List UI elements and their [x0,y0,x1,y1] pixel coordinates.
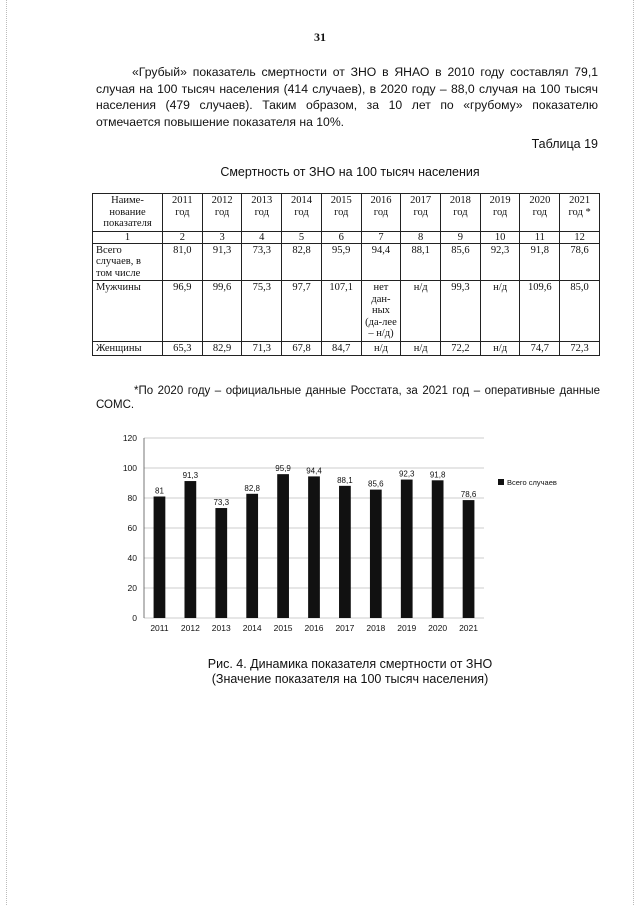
data-label: 91,3 [182,471,199,481]
header-cell: 2018 год [441,194,481,232]
header-cell: 2015 год [321,194,361,232]
x-tick-label: 2012 [180,623,200,633]
table-cell: 99,6 [202,281,242,342]
table-cell: 91,8 [520,243,560,281]
x-tick-label: 2021 [459,623,479,633]
header-cell: 2011 год [163,194,203,232]
x-tick-label: 2016 [304,623,324,633]
table-index-row [93,231,600,243]
data-label: 94,4 [306,466,322,476]
table-cell: 94,4 [361,243,401,281]
index-cell: 4 [242,231,282,243]
data-label: 85,6 [368,479,384,489]
table-footnote: *По 2020 году – официальные данные Росстата, за 2021 год – оперативные данные СОМС. [96,385,600,411]
index-cell: 10 [480,231,520,243]
intro-paragraph: «Грубый» показатель смертности от ЗНО в ЯНАО в 2010 году составлял 79,1 случая на 100 тысяч населения (414 случаев), в 2020 году – 88,0 случая на 100 тысяч населения (479 случаев). Таким образом, за 10 лет по «грубому» показателю отмечается повышение показателя на 10%. [96,65,598,129]
table-cell: 65,3 [163,341,203,356]
table-row-total [93,243,600,281]
table-cell: 75,3 [242,281,282,342]
data-label: 91,8 [429,470,446,480]
bar [215,508,227,618]
table-cell: 72,3 [560,341,600,356]
y-tick-label: 0 [132,613,137,623]
left-margin-mark [6,0,8,905]
bar [277,474,289,618]
header-cell: 2012 год [202,194,242,232]
table-cell: н/д [480,341,520,356]
table-cell: 96,9 [163,281,203,342]
table-cell: 92,3 [480,243,520,281]
data-label: 81 [155,486,164,496]
legend-swatch [498,479,504,485]
table-cell: нет дан-ных (да-лее – н/д) [361,281,401,342]
table-cell: 74,7 [520,341,560,356]
x-tick-label: 2020 [428,623,448,633]
table-cell: 71,3 [242,341,282,356]
table-title: Смертность от ЗНО на 100 тысяч населения [220,165,480,179]
x-tick-label: 2019 [397,623,417,633]
index-cell: 6 [321,231,361,243]
mortality-bar-chart [110,428,590,640]
table-cell: н/д [401,341,441,356]
index-cell: 1 [93,231,163,243]
x-tick-label: 2014 [242,623,262,633]
table-cell: 84,7 [321,341,361,356]
table-cell: 109,6 [520,281,560,342]
x-tick-label: 2015 [273,623,293,633]
bar [370,490,382,618]
y-tick-label: 20 [127,583,137,593]
table-cell: 97,7 [282,281,322,342]
table-cell: 95,9 [321,243,361,281]
bar [308,476,320,618]
table-cell: 99,3 [441,281,481,342]
table-cell: 107,1 [321,281,361,342]
bar [432,480,444,618]
index-cell: 11 [520,231,560,243]
y-tick-label: 120 [122,433,137,443]
y-tick-label: 100 [122,463,137,473]
bar [154,497,166,619]
table-cell: н/д [361,341,401,356]
index-cell: 2 [163,231,203,243]
data-label: 82,8 [244,483,260,493]
index-cell: 5 [282,231,322,243]
header-cell: 2019 год [480,194,520,232]
x-tick-label: 2017 [335,623,355,633]
x-tick-label: 2013 [211,623,231,633]
table-cell: 85,6 [441,243,481,281]
x-tick-label: 2011 [150,623,169,633]
index-cell: 3 [202,231,242,243]
table-row-men [93,281,600,342]
data-label: 78,6 [460,490,477,500]
table-cell: н/д [480,281,520,342]
table-row-women [93,341,600,356]
bar [401,480,413,618]
row-name: Мужчины [93,281,163,342]
table-cell: 78,6 [560,243,600,281]
table-cell: 82,9 [202,341,242,356]
bar [246,494,258,618]
table-cell: 67,8 [282,341,322,356]
x-tick-label: 2018 [366,623,386,633]
figure-caption [0,657,640,687]
legend-label: Всего случаев [507,478,557,487]
table-cell: 85,0 [560,281,600,342]
index-cell: 7 [361,231,401,243]
mortality-table [92,193,600,356]
table-cell: 81,0 [163,243,203,281]
header-cell: 2020 год [520,194,560,232]
data-label: 95,9 [275,464,291,474]
row-name: Женщины [93,341,163,356]
right-margin-mark [633,0,635,905]
table-cell: 91,3 [202,243,242,281]
header-cell: 2016 год [361,194,401,232]
row-name: Всего случаев, в том числе [93,243,163,281]
table-cell: 73,3 [242,243,282,281]
data-label: 73,3 [213,498,230,508]
header-cell: Наиме-нование показателя [93,194,163,232]
table-cell: 82,8 [282,243,322,281]
table-header-row [93,194,600,232]
header-cell: 2014 год [282,194,322,232]
index-cell: 9 [441,231,481,243]
bar [184,481,196,618]
figure-caption-line-1: Рис. 4. Динамика показателя смертности от ЗНО [207,657,493,671]
table-cell: н/д [401,281,441,342]
bar [463,500,475,618]
page-number: 31 [314,30,326,44]
index-cell: 8 [401,231,441,243]
header-cell: 2017 год [401,194,441,232]
index-cell: 12 [560,231,600,243]
bar [339,486,351,618]
table-label: Таблица 19 [531,137,598,151]
y-tick-label: 40 [127,553,137,563]
y-tick-label: 80 [127,493,137,503]
y-tick-label: 60 [127,523,137,533]
table-cell: 88,1 [401,243,441,281]
data-label: 92,3 [398,469,415,479]
data-label: 88,1 [337,475,353,485]
figure-caption-line-2: (Значение показателя на 100 тысяч населения) [211,672,489,686]
table-cell: 72,2 [441,341,481,356]
header-cell: 2013 год [242,194,282,232]
header-cell: 2021 год * [560,194,600,232]
